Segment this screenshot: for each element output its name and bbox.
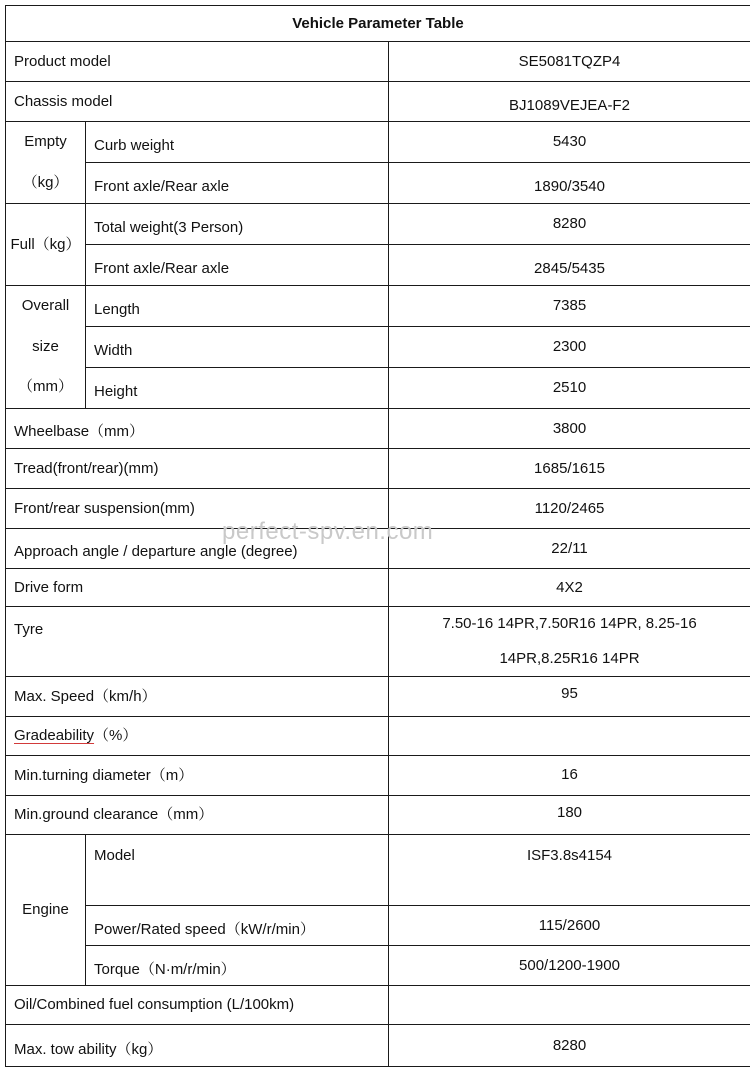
row-label-engine-model: Model [86, 835, 389, 906]
row-label-power: Power/Rated speed（kW/r/min） [86, 906, 389, 946]
group-overall-line3: （mm） [18, 378, 73, 396]
table-row [6, 1025, 750, 1067]
row-label-gradeability [6, 717, 389, 756]
group-overall-line2: size [32, 337, 59, 355]
group-engine: Engine [6, 835, 86, 986]
table-row [6, 529, 750, 569]
row-value-height: 2510 [389, 368, 750, 409]
group-empty-line2: （kg） [22, 173, 69, 191]
group-overall-size [6, 286, 86, 409]
table-row [6, 906, 750, 946]
table-row [6, 82, 750, 122]
vehicle-parameter-table [5, 5, 750, 1067]
table-row [6, 163, 750, 204]
row-value-tyre [389, 607, 750, 677]
row-value-power: 115/2600 [389, 906, 750, 946]
row-label-turning: Min.turning diameter（m） [6, 756, 389, 796]
row-value-suspension: 1120/2465 [389, 489, 750, 529]
row-label-width: Width [86, 327, 389, 368]
tyre-value-line1: 7.50-16 14PR,7.50R16 14PR, 8.25-16 [442, 615, 697, 632]
table-row [6, 946, 750, 986]
row-label-drive-form: Drive form [6, 569, 389, 607]
row-label-empty-axle: Front axle/Rear axle [86, 163, 389, 204]
row-label-chassis-model: Chassis model [6, 82, 389, 122]
row-value-torque: 500/1200-1900 [389, 946, 750, 986]
table-title-row [6, 6, 750, 42]
row-label-curb-weight: Curb weight [86, 122, 389, 163]
table-row [6, 717, 750, 756]
row-label-length: Length [86, 286, 389, 327]
group-empty [6, 122, 86, 204]
table-row [6, 835, 750, 906]
row-value-clearance: 180 [389, 796, 750, 835]
table-row [6, 204, 750, 245]
row-value-chassis-model: BJ1089VEJEA-F2 [389, 82, 750, 122]
table-row [6, 677, 750, 717]
table-row [6, 756, 750, 796]
row-label-approach: Approach angle / departure angle (degree) [6, 529, 389, 569]
table-row [6, 796, 750, 835]
row-value-wheelbase: 3800 [389, 409, 750, 449]
table-row [6, 449, 750, 489]
table-row [6, 245, 750, 286]
row-label-wheelbase: Wheelbase（mm） [6, 409, 389, 449]
row-value-approach: 22/11 [389, 529, 750, 569]
row-label-fuel: Oil/Combined fuel consumption (L/100km) [6, 986, 389, 1025]
row-label-suspension: Front/rear suspension(mm) [6, 489, 389, 529]
table-row [6, 368, 750, 409]
watermark-text: perfect-spv.en.com [222, 518, 434, 545]
row-value-product-model: SE5081TQZP4 [389, 42, 750, 82]
row-value-length: 7385 [389, 286, 750, 327]
row-value-total-weight: 8280 [389, 204, 750, 245]
row-value-tow: 8280 [389, 1025, 750, 1067]
row-label-torque: Torque（N·m/r/min） [86, 946, 389, 986]
row-label-max-speed: Max. Speed（km/h） [6, 677, 389, 717]
row-label-clearance: Min.ground clearance（mm） [6, 796, 389, 835]
row-value-fuel [389, 986, 750, 1025]
table-row [6, 569, 750, 607]
tyre-value-line2: 14PR,8.25R16 14PR [499, 649, 640, 667]
row-value-tread: 1685/1615 [389, 449, 750, 489]
row-label-tow: Max. tow ability（kg） [6, 1025, 389, 1067]
table-row [6, 489, 750, 529]
row-label-total-weight: Total weight(3 Person) [86, 204, 389, 245]
row-label-height: Height [86, 368, 389, 409]
row-value-full-axle: 2845/5435 [389, 245, 750, 286]
gradeability-unit: （%） [94, 727, 138, 744]
row-value-drive-form: 4X2 [389, 569, 750, 607]
table-row [6, 986, 750, 1025]
row-label-product-model: Product model [6, 42, 389, 82]
row-value-engine-model: ISF3.8s4154 [389, 835, 750, 906]
row-value-curb-weight: 5430 [389, 122, 750, 163]
row-value-gradeability [389, 717, 750, 756]
row-value-empty-axle: 1890/3540 [389, 163, 750, 204]
row-value-turning: 16 [389, 756, 750, 796]
table-row [6, 286, 750, 327]
row-label-full-axle: Front axle/Rear axle [86, 245, 389, 286]
gradeability-word: Gradeability [14, 727, 95, 744]
table-row [6, 122, 750, 163]
table-row [6, 42, 750, 82]
table-row [6, 409, 750, 449]
group-full: Full（kg） [6, 204, 86, 286]
table-row [6, 607, 750, 677]
row-label-tread: Tread(front/rear)(mm) [6, 449, 389, 489]
table-title: Vehicle Parameter Table [6, 6, 750, 42]
row-label-tyre: Tyre [6, 607, 389, 677]
group-empty-line1: Empty [24, 133, 67, 150]
row-value-max-speed: 95 [389, 677, 750, 717]
row-value-width: 2300 [389, 327, 750, 368]
group-overall-line1: Overall [21, 297, 70, 315]
table-row [6, 327, 750, 368]
